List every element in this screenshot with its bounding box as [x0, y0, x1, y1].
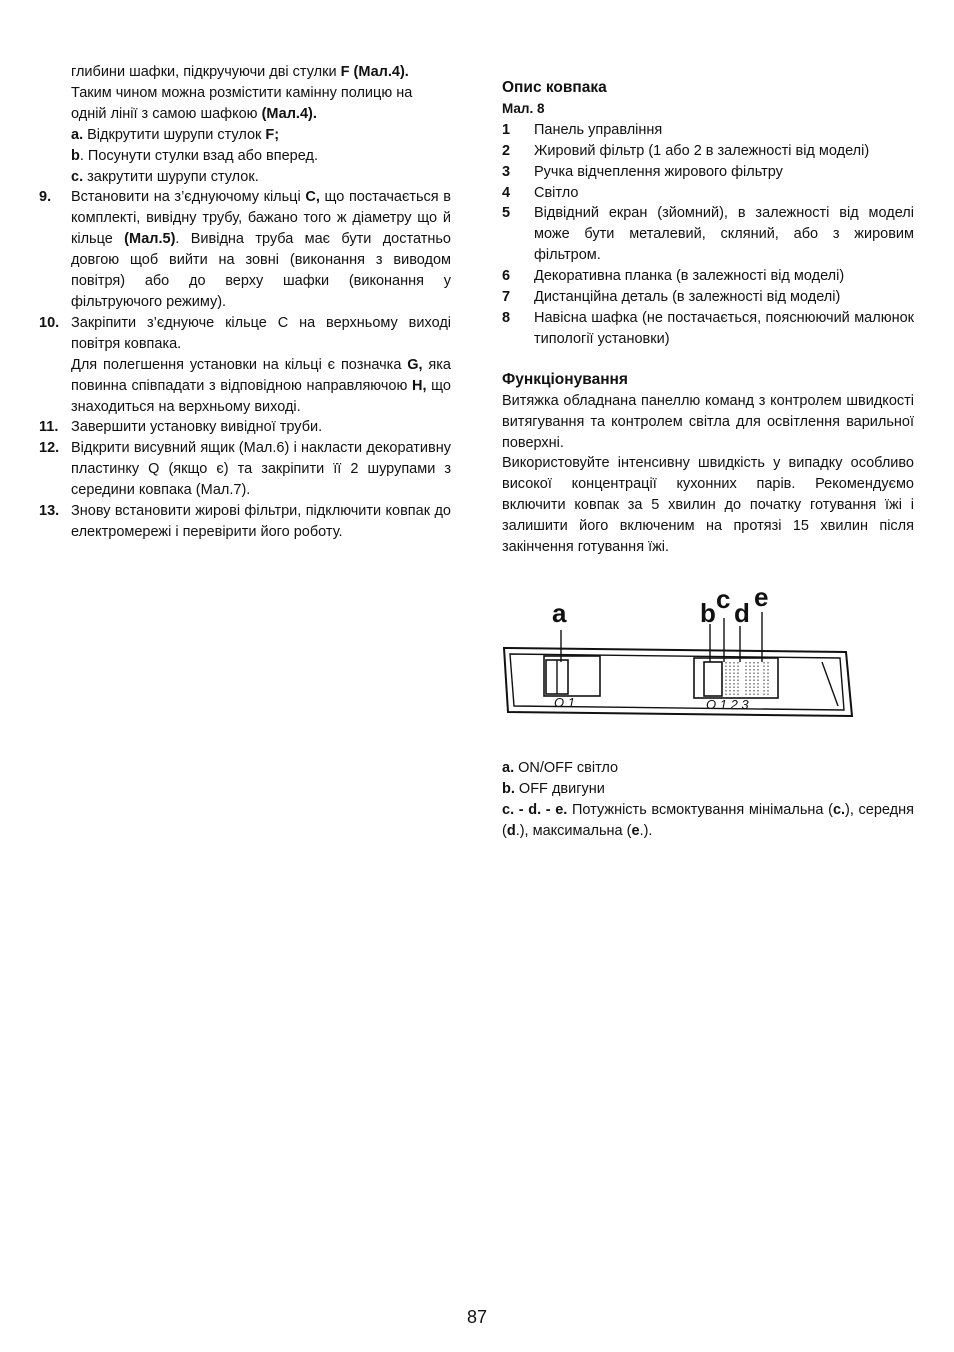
legend-cde [502, 800, 914, 842]
step-text: Завершити установку вивідної труби. [71, 419, 323, 436]
label-b: b [700, 598, 716, 628]
list-item [502, 162, 914, 183]
step-number: 9. [39, 189, 52, 206]
substep-label: c. [71, 168, 84, 185]
item-number: 2 [502, 142, 511, 159]
step-text: Відкрити висувний ящик (Мал.6) і накласти декоративну пластинку Q (якщо є) та закріпити її 2 шурупами з середини ковпака (Мал.7). [71, 440, 451, 499]
item-text: Дистанційна деталь (в залежності від моделі) [534, 289, 841, 306]
bold-text: C, [305, 189, 320, 206]
step-number: 11. [39, 419, 59, 436]
substep-b [71, 146, 451, 167]
item-text: Ручка відчеплення жирового фільтру [534, 163, 783, 180]
section-heading-description: Опис ковпака [502, 79, 607, 96]
light-switch-slot [544, 656, 600, 696]
text: глибини шафки, підкручуючи дві стулки [71, 64, 341, 80]
bold-text: F; [265, 126, 280, 143]
list-item [502, 183, 914, 204]
legend-text: .). [639, 822, 653, 839]
intro-line-1 [71, 62, 451, 83]
item-number: 6 [502, 268, 511, 285]
scale-right: O 1 2 3 [706, 697, 749, 712]
list-item [502, 287, 914, 308]
item-text: Жировий фільтр (1 або 2 в залежності від моделі) [534, 142, 870, 159]
motor-switch-knob [704, 662, 722, 696]
intro-line-3 [71, 104, 451, 125]
intro-paragraph [39, 62, 451, 187]
figure-reference: Мал. 8 [502, 100, 545, 116]
list-item [502, 141, 914, 162]
step-12 [39, 438, 451, 501]
step-number: 12. [39, 440, 60, 457]
step-text: Знову встановити жирові фільтри, підключити ковпак до електромережі і перевірити його роботу. [71, 503, 451, 540]
motor-switch-slot [694, 658, 778, 698]
list-item [502, 120, 914, 141]
label-c: c [716, 584, 731, 614]
text: . Вивідна труба має бути достатньо довгою щоб вийти на зовні (виконання з виводом повітря) або до верху шафки (виконання у фільтруючого режиму). [71, 231, 451, 310]
list-item [502, 308, 914, 350]
item-number: 3 [502, 163, 511, 180]
label-d: d [734, 598, 750, 628]
left-column [39, 62, 451, 543]
substep-label: b [71, 147, 80, 164]
substep-label: a. [71, 126, 84, 143]
text: одній лінії з самою шафкою [71, 105, 262, 122]
list-item [502, 203, 914, 266]
item-text: Панель управління [534, 121, 663, 138]
right-column [502, 78, 914, 558]
page-number: 87 [466, 1307, 488, 1327]
legend-text: ), середня ( [502, 801, 914, 839]
substep-c [71, 167, 451, 188]
text: яка повинна співпадати з відповідною направляючою [71, 356, 452, 394]
item-text: Відвідний екран (зйомний), в залежності від моделі може бути металевий, скляний, або з жировим фільтром. [534, 205, 914, 264]
legend-b [502, 779, 914, 800]
legend-text: .), максимальна ( [515, 822, 632, 839]
step-number: 10. [39, 314, 60, 331]
step-9 [39, 187, 451, 312]
text: закрутити шурупи стулок. [83, 168, 259, 185]
text: що постачається в комплекті, вивідну трубу, бажано того ж діаметру що й кільце [71, 189, 451, 248]
step-11 [39, 417, 451, 438]
figure-legend [502, 758, 914, 842]
text: що знаходиться на верхньому виході. [71, 377, 451, 415]
item-text: Світло [534, 184, 579, 201]
step-number: 13. [39, 503, 60, 520]
item-number: 5 [502, 205, 511, 222]
bold-text: H, [412, 377, 427, 394]
legend-text: Потужність всмоктування мінімальна ( [567, 801, 833, 818]
text: . Посунути стулки взад або вперед. [79, 147, 318, 164]
section-heading-operation: Функціонування [502, 370, 628, 388]
label-a: a [552, 598, 567, 628]
legend-key: d [506, 822, 516, 839]
text: Для полегшення установки на кільці є позначка [71, 356, 408, 373]
step-13 [39, 501, 451, 543]
legend-key: a. [502, 760, 515, 776]
operation-paragraph-2: Використовуйте інтенсивну швидкість у випадку особливо високої концентрації кухонних парів. Рекомендуємо включити ковпак за 5 хвилин до початку готування їжі і залишити його включеним на протязі 15 хвилин після закінчення готування їжі. [502, 455, 914, 556]
text: Встановити на з’єднуючому кільці [71, 189, 306, 206]
item-number: 4 [502, 184, 511, 201]
list-item [502, 266, 914, 287]
intro-line-2 [71, 83, 451, 104]
control-panel-diagram [500, 582, 854, 722]
text: Таким чином можна розмістити камінну полицю на [71, 84, 413, 101]
step-text [71, 313, 451, 418]
bold-text: G, [407, 356, 423, 373]
item-number: 8 [502, 309, 511, 326]
parts-list [502, 120, 914, 350]
item-text: Декоративна планка (в залежності від моделі) [534, 268, 845, 285]
substep-a [71, 125, 451, 146]
bold-text: F (Мал.4). [340, 64, 409, 80]
legend-key: e [631, 822, 640, 839]
scale-left: O 1 [554, 695, 575, 710]
legend-key: b. [502, 780, 515, 797]
step-text [71, 187, 451, 312]
bold-text: (Мал.4). [261, 105, 317, 122]
item-text: Навісна шафка (не постачається, пояснюючий малюнок типології установки) [534, 309, 914, 347]
text: Закріпити з’єднуюче кільце С на верхньому виході повітря ковпака. [71, 314, 451, 352]
bold-text: (Мал.5) [124, 231, 176, 248]
legend-text: OFF двигуни [514, 780, 605, 797]
item-number: 1 [502, 121, 511, 138]
operation-paragraph-1: Витяжка обладнана панеллю команд з контролем швидкості витягування та контролем світла для освітлення варильної поверхні. [502, 392, 914, 451]
text: Відкрутити шурупи стулок [83, 126, 266, 143]
legend-key: c. - d. - e. [502, 801, 568, 818]
legend-text: ON/OFF світло [514, 760, 619, 776]
legend-key: c. [832, 801, 846, 818]
legend-a [502, 758, 914, 779]
item-number: 7 [502, 289, 511, 306]
label-e: e [754, 582, 769, 612]
step-10 [39, 313, 451, 418]
